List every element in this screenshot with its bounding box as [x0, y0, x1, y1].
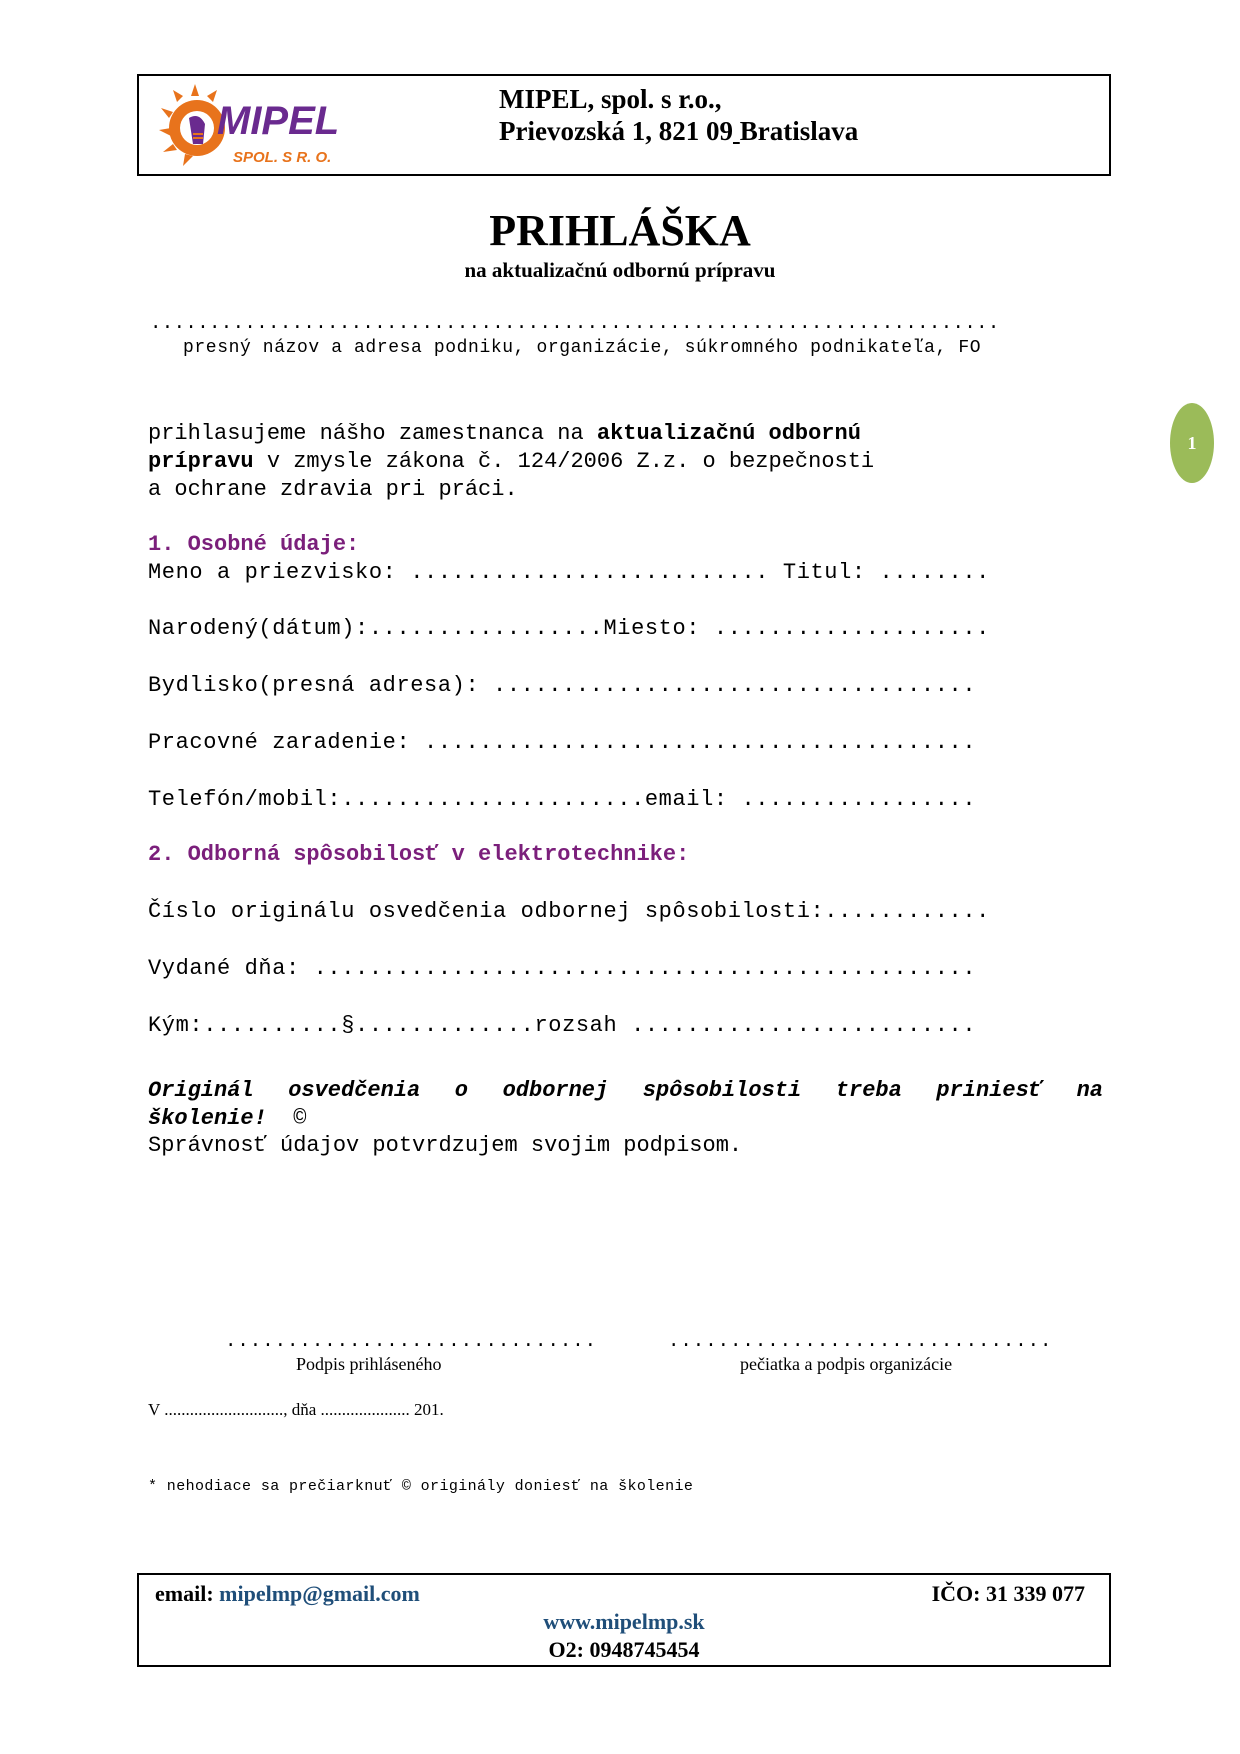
document-title: PRIHLÁŠKA	[489, 206, 751, 255]
field-issue-date[interactable]: Vydané dňa: ................................................	[148, 956, 977, 981]
signature-organization-caption: pečiatka a podpis organizácie	[740, 1354, 953, 1374]
field-issuer-scope[interactable]: Kým:..........§.............rozsah .........................	[148, 1013, 977, 1038]
address-city: Bratislava	[739, 116, 859, 146]
organization-fill-line[interactable]: ........................................................................	[150, 312, 1000, 334]
intro-bold-text: aktualizačnú odbornú	[596, 421, 861, 446]
organization-caption: presný názov a adresa podniku, organizácie, súkromného podnikateľa, FO	[183, 338, 982, 358]
intro-line-3: a ochrane zdravia pri práci.	[148, 477, 518, 502]
signature-applicant-caption: Podpis prihláseného	[296, 1354, 442, 1374]
field-position[interactable]: Pracovné zaradenie: ........................................	[148, 730, 977, 755]
section-qualification-heading: 2. Odborná spôsobilosť v elektrotechnike:	[148, 842, 690, 867]
email-link[interactable]: mipelmp@gmail.com	[219, 1581, 420, 1606]
notice-text: Originál osvedčenia o odbornej spôsobilosti treba priniesť na školenie!	[148, 1078, 1103, 1131]
svg-text:MIPEL: MIPEL	[217, 99, 340, 143]
footer-email	[155, 1581, 420, 1607]
field-address[interactable]: Bydlisko(presná adresa): ...................................	[148, 673, 977, 698]
field-birth[interactable]: Narodený(dátum):.................Miesto: ....................	[148, 616, 990, 641]
page-number-badge: 1	[1170, 403, 1214, 483]
field-certificate-number[interactable]: Číslo originálu osvedčenia odbornej spôsobilosti:............	[148, 899, 990, 924]
header-box	[137, 74, 1111, 176]
copyright-symbol: ©	[293, 1106, 307, 1131]
email-label: email:	[155, 1581, 220, 1606]
website-link[interactable]: www.mipelmp.sk	[543, 1609, 705, 1634]
company-name: MIPEL, spol. s r.o.,	[499, 84, 722, 114]
footer-box	[137, 1573, 1111, 1667]
address-street: Prievozská 1, 821 09	[499, 116, 733, 146]
company-address	[499, 114, 858, 148]
footer-ico: IČO: 31 339 077	[931, 1581, 1085, 1606]
intro-line-2	[148, 448, 874, 476]
address-separator	[733, 116, 740, 146]
intro-line-1	[148, 420, 861, 448]
section-personal-heading: 1. Osobné údaje:	[148, 532, 360, 557]
mipel-logo	[155, 82, 355, 170]
signature-organization-line[interactable]: ...............................	[668, 1330, 1053, 1352]
document-subtitle: na aktualizačnú odbornú prípravu	[464, 258, 776, 282]
field-name[interactable]: Meno a priezvisko: .......................... Titul: ........	[148, 560, 990, 585]
confirmation-text: Správnosť údajov potvrdzujem svojim podpisom.	[148, 1133, 743, 1158]
field-phone-email[interactable]: Telefón/mobil:......................email: .................	[148, 787, 977, 812]
certificate-notice	[148, 1077, 1103, 1133]
footnote: * nehodiace sa prečiarknuť © originály doniesť na školenie	[148, 1478, 694, 1495]
svg-text:SPOL. S R. O.: SPOL. S R. O.	[233, 149, 332, 166]
place-date-line[interactable]: V ............................, dňa ..................... 201.	[148, 1400, 444, 1419]
intro-text: prihlasujeme nášho zamestnanca na	[148, 421, 597, 446]
signature-applicant-line[interactable]: ..............................	[225, 1330, 598, 1352]
footer-phone: O2: 0948745454	[548, 1637, 700, 1662]
intro-text: v zmysle zákona č. 124/2006 Z.z. o bezpečnosti	[253, 449, 875, 474]
intro-bold-text: prípravu	[148, 449, 254, 474]
